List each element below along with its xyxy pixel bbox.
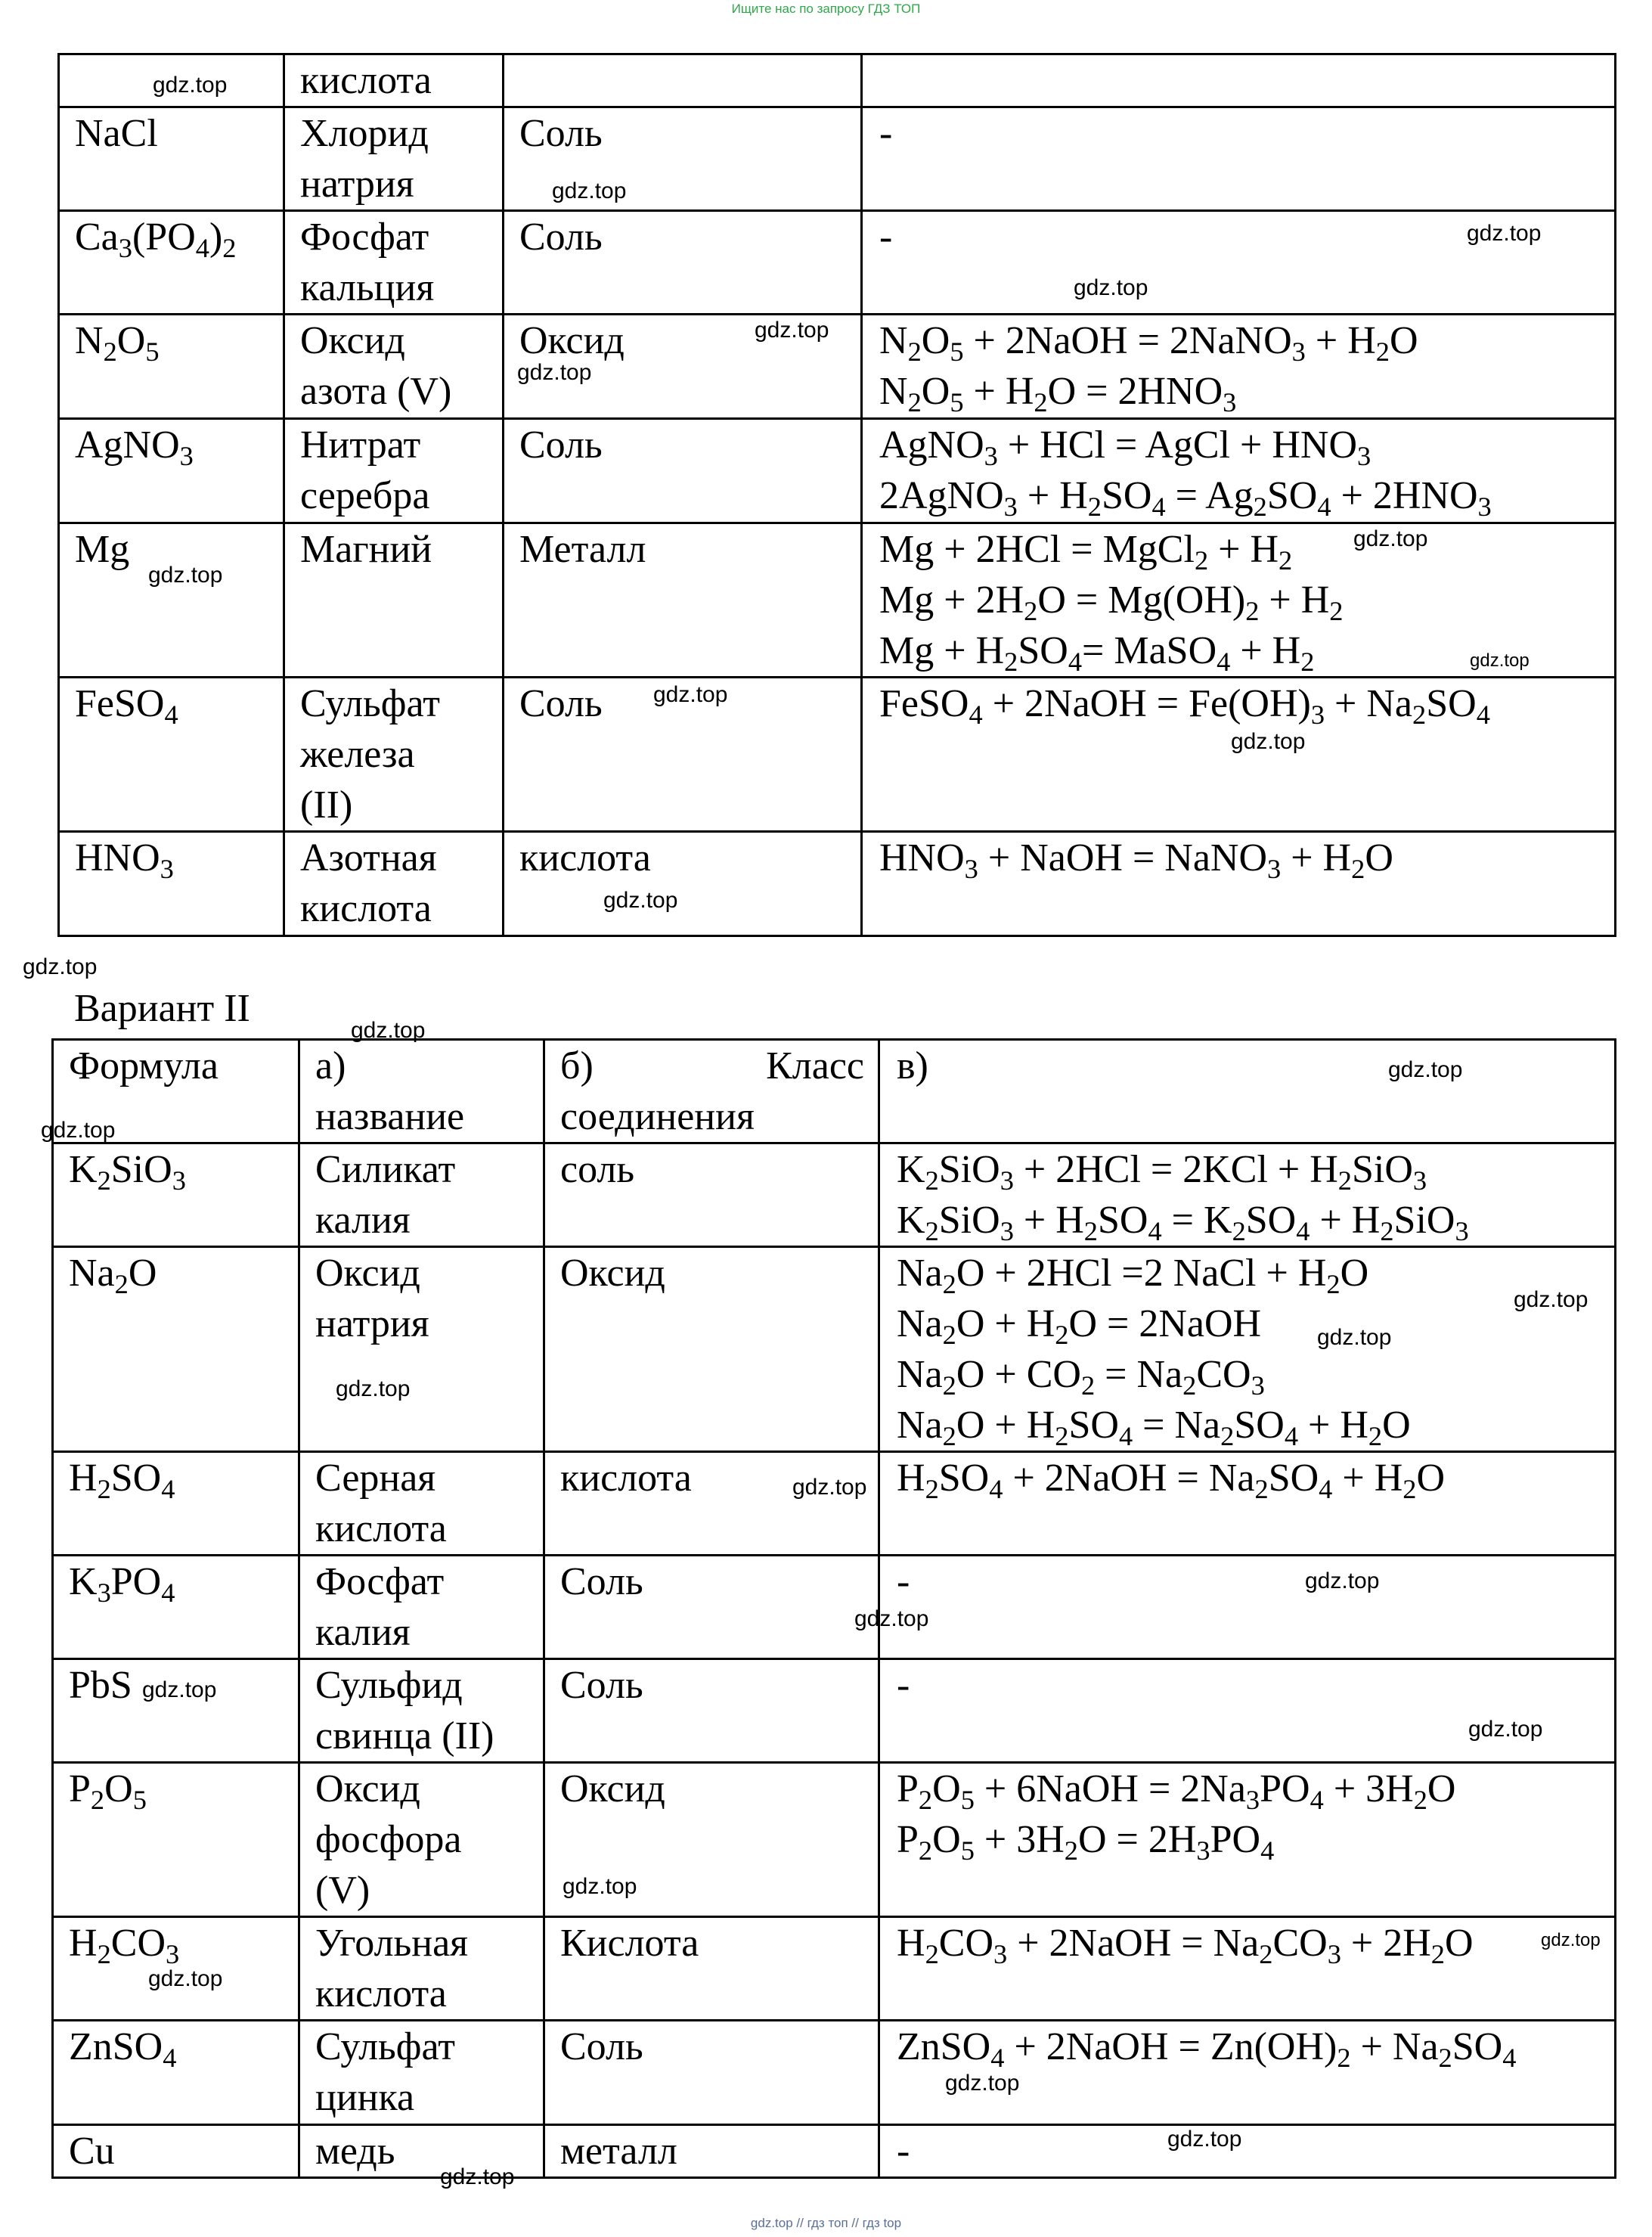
reaction-cell — [862, 54, 1616, 107]
cell-line: Mg + 2HCl = MgCl$_2$ + $H_2$ — [879, 528, 1293, 576]
table-row — [59, 54, 1616, 107]
table-row — [53, 1763, 1616, 1917]
cell-line: цинка — [315, 2076, 415, 2119]
watermark: gdz.top — [440, 2164, 515, 2189]
watermark: gdz.top — [142, 1677, 217, 1702]
class-cell: Кислота — [544, 1917, 879, 2021]
class-cell: Оксид — [544, 1247, 879, 1452]
watermark: gdz.top — [1074, 275, 1148, 300]
cell-line: - — [897, 2130, 910, 2173]
formula-cell: NaCl — [59, 107, 284, 211]
formula-cell: $H_2CO_3$ — [53, 1917, 299, 2021]
cell-line: Фосфат — [315, 1560, 445, 1603]
name-cell — [284, 54, 504, 107]
table-header-row — [53, 1040, 1616, 1143]
cell-line: ZnSO$_4$ + 2NaOH = $Zn(OH)_2 + Na_2SO_4$ — [897, 2025, 1517, 2074]
cell-line: - — [879, 216, 893, 259]
cell-line: Угольная — [315, 1922, 469, 1965]
name-cell — [284, 315, 504, 419]
watermark: gdz.top — [1514, 1287, 1588, 1312]
formula-cell: $HNO_3$ — [59, 832, 284, 936]
variant-1-table — [57, 53, 1616, 937]
name-cell — [299, 1556, 544, 1659]
name-cell — [299, 1452, 544, 1556]
formula-cell: $K_2SiO_3$ — [53, 1143, 299, 1247]
cell-line: кислота — [315, 1507, 447, 1550]
watermark: gdz.top — [945, 2071, 1020, 2096]
cell-line: $K_2SiO_3 + 2HCl = 2KCl + H_2SiO_3$ — [897, 1148, 1427, 1196]
formula-cell: $N_2O_5$ — [59, 315, 284, 419]
cell-line: $N_2O_5 + H_2O = 2HNO_3$ — [879, 370, 1237, 418]
cell-line: $Mg + H_2SO_4=$ MaSO$_4$ + $H_2$ — [879, 629, 1315, 678]
cell-line: медь — [315, 2130, 395, 2173]
name-cell — [284, 211, 504, 315]
header-reactions: в) — [879, 1040, 1616, 1143]
watermark: gdz.top — [1388, 1057, 1463, 1082]
cell-line: $N_2O_5$ + 2NaOH = 2NaNO$_3$ + $H_2O$ — [879, 319, 1418, 368]
cell-line: (II) — [300, 783, 353, 827]
formula-cell: $Na_2O$ — [53, 1247, 299, 1452]
watermark: gdz.top — [41, 1118, 116, 1143]
cell-line: Азотная — [300, 836, 437, 880]
watermark: gdz.top — [1231, 729, 1306, 754]
cell-line: название — [315, 1095, 465, 1138]
header-class-letter: б) — [560, 1044, 594, 1087]
class-cell: металл — [544, 2125, 879, 2178]
reaction-cell — [879, 2125, 1616, 2178]
reaction-cell — [862, 832, 1616, 936]
reaction-cell — [862, 419, 1616, 523]
cell-line: $K_2SiO_3 + H_2SO_4 = K_2SO_4 + H_2SiO_3$ — [897, 1199, 1469, 1247]
cell-line: а) — [315, 1044, 346, 1087]
watermark: gdz.top — [603, 888, 678, 913]
watermark: gdz.top — [517, 360, 592, 385]
watermark: gdz.top — [1467, 221, 1542, 246]
class-cell: Металл — [504, 523, 862, 678]
name-cell — [299, 1143, 544, 1247]
watermark: gdz.top — [1353, 526, 1428, 551]
cell-line: AgNO$_3$ + HCl = AgCl + $HNO_3$ — [879, 424, 1372, 472]
name-cell — [284, 832, 504, 936]
class-cell: Соль — [504, 211, 862, 315]
top-search-note: Ищите нас по запросу ГДЗ ТОП — [731, 2, 921, 16]
cell-line: $HNO_3$ + NaOH = NaNO$_3$ + $H_2O$ — [879, 836, 1393, 885]
cell-line: $P_2O_5 + 3H_2O = 2H_3PO_4$ — [897, 1818, 1275, 1866]
cell-line: Силикат — [315, 1148, 456, 1191]
cell-line: Сульфид — [315, 1664, 463, 1707]
cell-line: кислота — [300, 887, 432, 930]
cell-line: серебра — [300, 474, 430, 517]
class-cell: Оксид — [544, 1763, 879, 1917]
class-cell: Соль — [544, 1556, 879, 1659]
reaction-cell — [879, 1763, 1616, 1917]
formula-cell: ZnSO$_4$ — [53, 2021, 299, 2125]
cell-line: (V) — [315, 1869, 370, 1912]
cell-line: кальция — [300, 266, 435, 309]
watermark: gdz.top — [1470, 650, 1530, 671]
name-cell — [284, 678, 504, 832]
cell-line: $Na_2O + 2HCl =2$ NaCl + $H_2O$ — [897, 1252, 1369, 1300]
cell-line: Сульфат — [315, 2025, 455, 2068]
bottom-note: gdz.top // гдз топ // гдз top — [750, 2216, 902, 2230]
watermark: gdz.top — [552, 178, 627, 203]
reaction-cell — [879, 1659, 1616, 1763]
reaction-cell — [879, 1452, 1616, 1556]
class-cell: Соль — [504, 678, 862, 832]
table-row — [59, 419, 1616, 523]
name-cell — [299, 1659, 544, 1763]
cell-line: - — [879, 112, 893, 155]
watermark: gdz.top — [148, 1966, 223, 1991]
cell-line: $H_2SO_4$ + 2NaOH = $Na_2SO_4 + H_2O$ — [897, 1457, 1446, 1505]
reaction-cell — [862, 315, 1616, 419]
table-row — [53, 2125, 1616, 2178]
header-name — [299, 1040, 544, 1143]
class-cell: кислота — [544, 1452, 879, 1556]
cell-line: Магний — [300, 528, 432, 571]
header-class-line2: соединения — [560, 1095, 755, 1138]
formula-cell: Mg — [59, 523, 284, 678]
watermark: gdz.top — [792, 1475, 867, 1500]
class-cell: Соль — [504, 419, 862, 523]
watermark: gdz.top — [336, 1376, 411, 1401]
watermark: gdz.top — [854, 1606, 929, 1631]
cell-line: 2AgNO$_3$ + $H_2SO_4 = Ag_2SO_4 + 2HNO_3$ — [879, 474, 1492, 523]
header-class — [544, 1040, 879, 1143]
cell-line: калия — [315, 1611, 411, 1654]
cell-line: кислота — [300, 59, 432, 102]
cell-line: Оксид — [315, 1767, 420, 1810]
header-class-word: Класс — [766, 1044, 864, 1087]
cell-line: $H_2CO_3$ + 2NaOH = $Na_2CO_3 + 2H_2O$ — [897, 1922, 1474, 1970]
cell-line: железа — [300, 733, 415, 776]
watermark: gdz.top — [653, 682, 728, 707]
table-row — [59, 678, 1616, 832]
table-row — [59, 832, 1616, 936]
formula-cell: $K_3PO_4$ — [53, 1556, 299, 1659]
name-cell — [299, 1917, 544, 2021]
table-row — [53, 1452, 1616, 1556]
watermark: gdz.top — [1541, 1930, 1601, 1950]
watermark: gdz.top — [755, 318, 829, 343]
reaction-cell — [879, 1556, 1616, 1659]
cell-line: Нитрат — [300, 424, 421, 467]
table-row — [53, 1917, 1616, 2021]
watermark: gdz.top — [148, 563, 223, 588]
variant-2-heading: Вариант II — [74, 987, 250, 1030]
reaction-cell — [879, 1247, 1616, 1452]
reaction-cell — [879, 1917, 1616, 2021]
formula-cell: FeSO$_4$ — [59, 678, 284, 832]
watermark: gdz.top — [23, 954, 98, 979]
cell-line: свинца (II) — [315, 1714, 494, 1758]
class-cell: кислота — [504, 832, 862, 936]
cell-line: калия — [315, 1199, 411, 1242]
cell-line: Оксид — [315, 1252, 420, 1295]
cell-line: натрия — [300, 163, 414, 206]
cell-line: Серная — [315, 1457, 436, 1500]
cell-line: натрия — [315, 1302, 429, 1345]
variant-2-table — [51, 1038, 1616, 2179]
name-cell — [284, 523, 504, 678]
cell-line: $Na_2O + CO_2 = Na_2CO_3$ — [897, 1353, 1265, 1401]
cell-line: - — [897, 1560, 910, 1603]
class-cell: Соль — [544, 2021, 879, 2125]
watermark: gdz.top — [563, 1874, 637, 1899]
class-cell: Соль — [504, 107, 862, 211]
cell-line: FeSO$_4$ + 2NaOH = $Fe(OH)_3 + Na_2SO_4$ — [879, 682, 1490, 731]
cell-line: $P_2O_5$ + 6NaOH = $2Na_3PO_4 + 3H_2O$ — [897, 1767, 1456, 1816]
table-row — [53, 1556, 1616, 1659]
watermark: gdz.top — [1305, 1568, 1380, 1593]
formula-cell: Cu — [53, 2125, 299, 2178]
cell-line: Фосфат — [300, 216, 429, 259]
formula-cell: $Ca_3(PO_4)_2$ — [59, 211, 284, 315]
table-row — [53, 2021, 1616, 2125]
watermark: gdz.top — [1317, 1325, 1392, 1350]
formula-cell: $P_2O_5$ — [53, 1763, 299, 1917]
cell-line: $Mg + 2H_2O = Mg(OH)_2 + H_2$ — [879, 579, 1344, 627]
watermark: gdz.top — [1468, 1717, 1543, 1742]
watermark: gdz.top — [351, 1018, 426, 1043]
name-cell — [299, 2021, 544, 2125]
cell-line: Оксид — [300, 319, 405, 362]
table-row — [59, 211, 1616, 315]
cell-line: - — [897, 1664, 910, 1707]
class-cell: соль — [544, 1143, 879, 1247]
name-cell — [299, 1763, 544, 1917]
watermark: gdz.top — [153, 73, 228, 98]
table-row — [59, 315, 1616, 419]
class-cell — [504, 54, 862, 107]
cell-line: $Na_2O + H_2O$ = 2NaOH — [897, 1302, 1262, 1351]
formula-cell: AgNO$_3$ — [59, 419, 284, 523]
reaction-cell — [879, 1143, 1616, 1247]
name-cell — [284, 419, 504, 523]
header-formula: Формула — [53, 1040, 299, 1143]
cell-line: фосфора — [315, 1818, 462, 1861]
class-cell: Оксид — [504, 315, 862, 419]
name-cell — [299, 1247, 544, 1452]
watermark: gdz.top — [1167, 2127, 1242, 2152]
cell-line: азота (V) — [300, 370, 452, 413]
cell-line: кислота — [315, 1972, 447, 2015]
class-cell: Соль — [544, 1659, 879, 1763]
formula-cell: PbS — [53, 1659, 299, 1763]
reaction-cell — [862, 107, 1616, 211]
table-row — [53, 1659, 1616, 1763]
formula-cell: $H_2SO_4$ — [53, 1452, 299, 1556]
cell-line: $Na_2O + H_2SO_4 = Na_2SO_4 + H_2O$ — [897, 1404, 1411, 1452]
cell-line: Сульфат — [300, 682, 440, 725]
cell-line: Хлорид — [300, 112, 429, 155]
table-row — [53, 1143, 1616, 1247]
name-cell — [284, 107, 504, 211]
table-row — [59, 107, 1616, 211]
